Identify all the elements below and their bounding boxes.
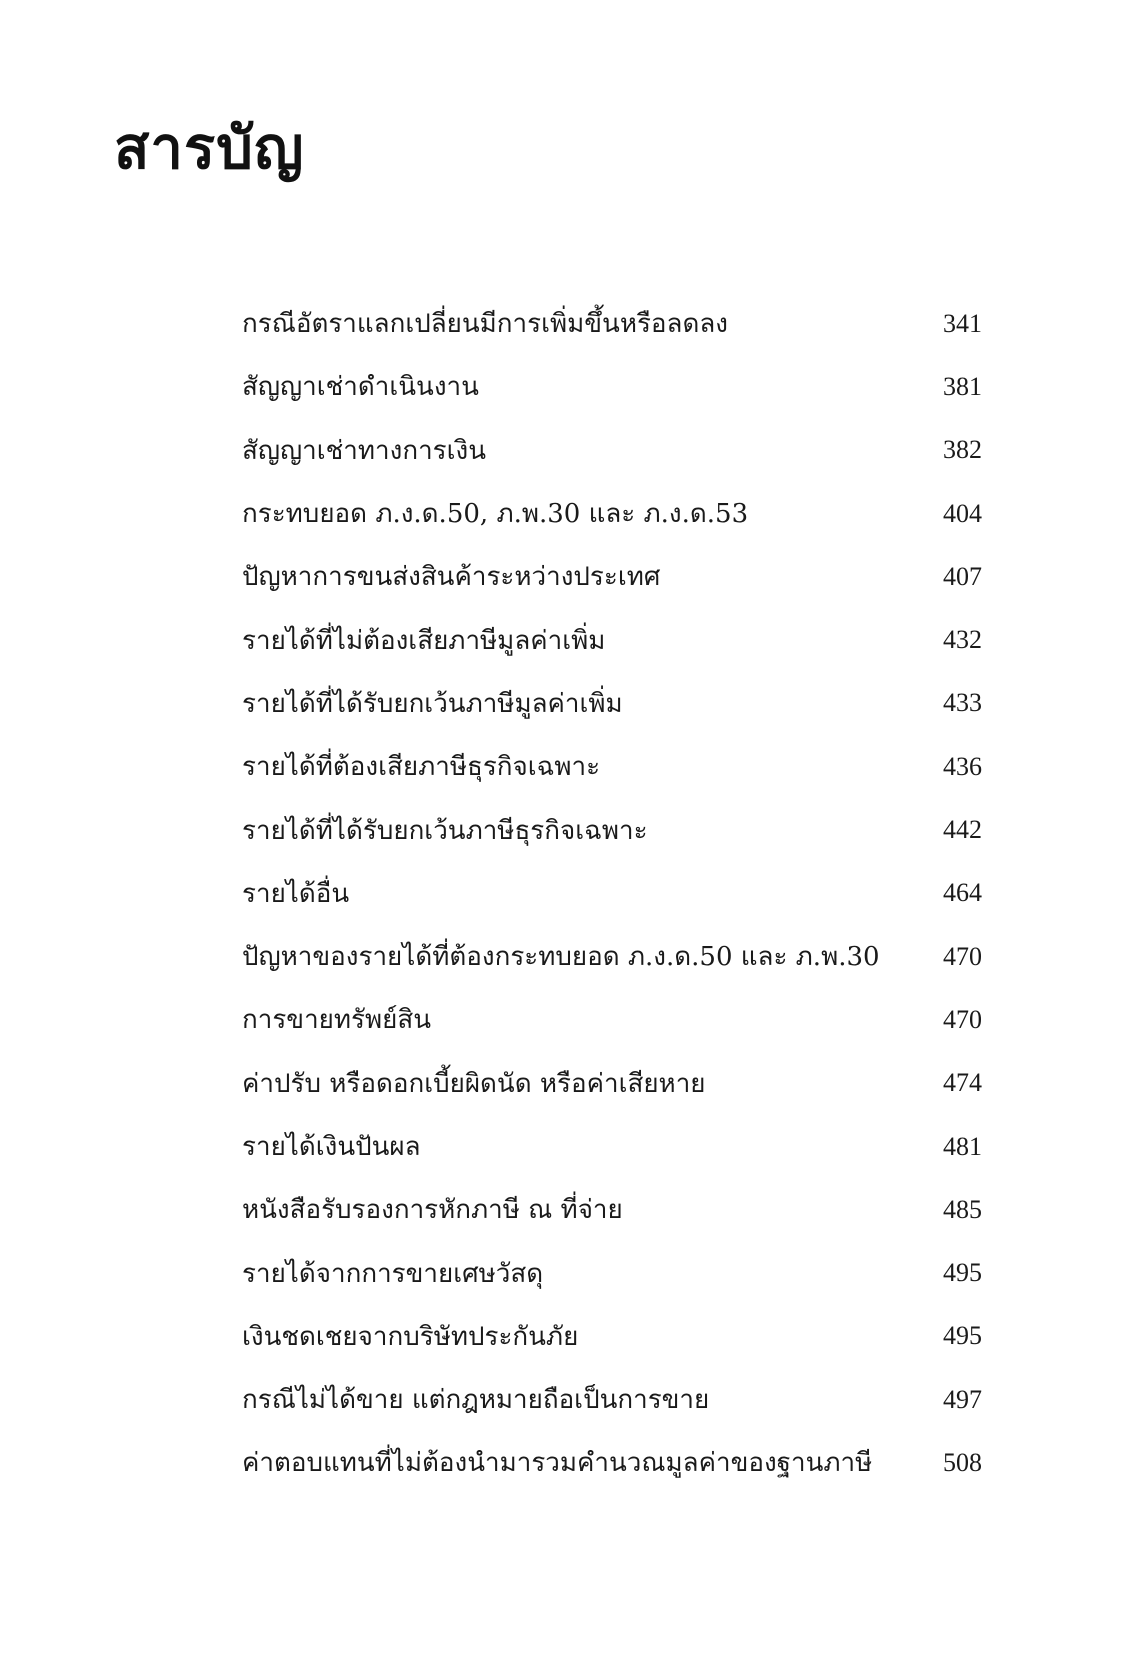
- toc-page-number: 485: [943, 1194, 982, 1224]
- toc-entry: [242, 735, 982, 798]
- toc-entry: [242, 988, 982, 1051]
- toc-entry-title: ปัญหาการขนส่งสินค้าระหว่างประเทศ: [242, 562, 661, 593]
- toc-entry: [242, 419, 982, 482]
- toc-entry: [242, 925, 982, 988]
- toc-page-number: 432: [943, 625, 982, 655]
- toc-page-number: 407: [943, 561, 982, 591]
- toc-page-number: 508: [943, 1447, 982, 1477]
- toc-entry: [242, 1431, 982, 1494]
- toc-entry-title: เงินชดเชยจากบริษัทประกันภัย: [242, 1321, 579, 1352]
- toc-entry-title: การขายทรัพย์สิน: [242, 1005, 432, 1036]
- toc-entry: [242, 1241, 982, 1304]
- toc-page-number: 497: [943, 1384, 982, 1414]
- toc-entry: [242, 1178, 982, 1241]
- toc-entry: [242, 862, 982, 925]
- toc-entry: [242, 1115, 982, 1178]
- toc-page-number: 436: [943, 751, 982, 781]
- page-title: สารบัญ: [114, 114, 305, 182]
- toc-entry-title: ปัญหาของรายได้ที่ต้องกระทบยอด ภ.ง.ด.50 และ ภ.พ.30: [242, 942, 880, 973]
- toc-page-number: 474: [943, 1068, 982, 1098]
- toc-page-number: 470: [943, 1004, 982, 1034]
- toc-page-number: 433: [943, 688, 982, 718]
- toc-entry-title: รายได้ที่ต้องเสียภาษีธุรกิจเฉพาะ: [242, 752, 601, 783]
- toc-page-number: 495: [943, 1321, 982, 1351]
- toc-entry-title: กระทบยอด ภ.ง.ด.50, ภ.พ.30 และ ภ.ง.ด.53: [242, 499, 749, 530]
- toc-entry-title: รายได้เงินปันผล: [242, 1132, 421, 1162]
- toc-entry-title: สัญญาเช่าทางการเงิน: [242, 435, 487, 466]
- toc-entry-title: รายได้ที่ได้รับยกเว้นภาษีธุรกิจเฉพาะ: [242, 815, 648, 846]
- toc-entry-title: กรณีไม่ได้ขาย แต่กฎหมายถือเป็นการขาย: [242, 1385, 710, 1416]
- toc-entry: [242, 482, 982, 545]
- toc-page-number: 470: [943, 941, 982, 971]
- toc-page-number: 495: [943, 1258, 982, 1288]
- toc-entry-title: รายได้อื่น: [242, 878, 350, 909]
- toc-entry-title: รายได้ที่ไม่ต้องเสียภาษีมูลค่าเพิ่ม: [242, 625, 606, 656]
- toc-entry: [242, 1368, 982, 1431]
- toc-entry-title: ค่าปรับ หรือดอกเบี้ยผิดนัด หรือค่าเสียหาย: [242, 1068, 706, 1099]
- toc-entry: [242, 672, 982, 735]
- toc-page-number: 442: [943, 815, 982, 845]
- toc-entry: [242, 292, 982, 355]
- toc-entry: [242, 355, 982, 418]
- toc-page-number: 481: [943, 1131, 982, 1161]
- toc-entry-title: รายได้ที่ได้รับยกเว้นภาษีมูลค่าเพิ่ม: [242, 688, 623, 719]
- toc-entry: [242, 1305, 982, 1368]
- toc-entry-title: กรณีอัตราแลกเปลี่ยนมีการเพิ่มขึ้นหรือลดลง: [242, 309, 728, 340]
- toc-entry-title: หนังสือรับรองการหักภาษี ณ ที่จ่าย: [242, 1195, 623, 1226]
- toc-entry-title: ค่าตอบแทนที่ไม่ต้องนำมารวมคำนวณมูลค่าของฐานภาษี: [242, 1448, 873, 1479]
- toc-entry-title: รายได้จากการขายเศษวัสดุ: [242, 1258, 544, 1289]
- toc-page-number: 381: [943, 371, 982, 401]
- toc-entry-title: สัญญาเช่าดำเนินงาน: [242, 372, 479, 403]
- toc-page-number: 404: [943, 498, 982, 528]
- toc-page-number: 341: [943, 308, 982, 338]
- toc-page-number: 464: [943, 878, 982, 908]
- toc-entry: [242, 608, 982, 671]
- table-of-contents: [242, 292, 982, 1495]
- toc-entry: [242, 1052, 982, 1115]
- toc-entry: [242, 545, 982, 608]
- toc-page-number: 382: [943, 435, 982, 465]
- toc-entry: [242, 798, 982, 861]
